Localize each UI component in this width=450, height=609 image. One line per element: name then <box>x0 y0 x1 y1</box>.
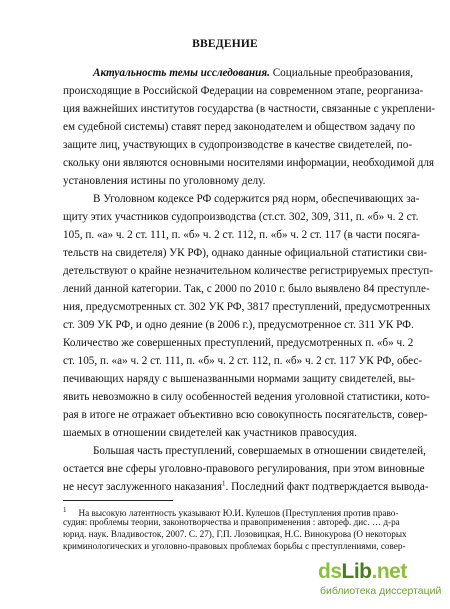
paragraph-line: тельств на свидетеля) УК РФ), однако данные официальной статистики сви- <box>63 247 428 259</box>
dslib-subtitle: библиотека диссертаций <box>320 585 442 597</box>
paragraph-line: детельствуют о крайне незначительном количестве регистрируемых преступ- <box>63 265 433 277</box>
paragraph-line: защите лиц, участвующих в судопроизводстве в качестве свидетелей, по- <box>63 139 413 151</box>
paragraph-line: ния, предусмотренных ст. 302 УК РФ, 3817 преступлений, предусмотренных <box>63 301 431 313</box>
paragraph-line: Большая часть преступлений, совершаемых в отношении свидетелей, <box>93 445 426 457</box>
paragraph-line <box>63 479 429 494</box>
paragraph-line: рая в итоге не отражает объективно всю совокупность посягательств, совер- <box>63 409 428 421</box>
paragraph-line: ция важнейших институтов государства (в частности, связанные с укреплени- <box>63 103 436 115</box>
paragraph-text: . Последний факт подтверждается вывода- <box>225 481 429 493</box>
paragraph-line: печивающих наряду с вышеназванными нормами защиту свидетелей, вы- <box>63 373 415 385</box>
paragraph-line: 105, п. «а» ч. 2 ст. 111, п. «б» ч. 2 ст. 112, п. «б» ч. 2 ст. 117 (в части посяга- <box>63 229 421 241</box>
paragraph-text: не несут заслуженного наказания <box>63 481 222 493</box>
paragraph-line: установления истины по уголовному делу. <box>63 175 266 187</box>
paragraph-line: скольку они являются основными носителями информации, необходимой для <box>63 157 435 169</box>
paragraph-line: ем судебной системы) ставят перед законодателем и обществом задачу по <box>63 121 416 133</box>
dslib-logo: dsLib.net <box>318 560 407 583</box>
footnote-line: судия: проблемы теории, законотворчества и правоприменения : автореф. дис. … д-ра <box>63 517 400 527</box>
paragraph-line: ст. 105, п. «а» ч. 2 ст. 111, п. «б» ч. 2 ст. 112, п. «б» ч. 2 ст. 117 УК РФ, обес- <box>63 355 423 367</box>
footnote-line: криминологических и уголовно-правовых проблемах борьбы с преступлениями, совер- <box>63 541 406 551</box>
paragraph-line: явить невозможно в силу особенностей ведения уголовной статистики, кото- <box>63 391 430 403</box>
paragraph-line: шаемых в отношении свидетелей как участников правосудия. <box>63 427 357 439</box>
paragraph-line: В Уголовном кодексе РФ содержится ряд норм, обеспечивающих за- <box>93 193 420 205</box>
dslib-watermark <box>318 560 446 600</box>
paragraph-text: Социальные преобразования, <box>269 67 414 79</box>
paragraph-line: Количество же совершенных преступлений, предусмотренных п. «б» ч. 2 <box>63 337 414 349</box>
footnote-number: 1 <box>63 506 67 514</box>
paragraph-line: остается вне сферы уголовно-правового регулирования, при этом виновные <box>63 463 425 475</box>
footnote-line: юрид. наук. Владивосток, 2007. С. 27), Г.П. Лозовицкая, Н.С. Винокурова (О некоторых <box>63 529 407 539</box>
paragraph-line: происходящие в Российской Федерации на современном этапе, реорганиза- <box>63 85 424 97</box>
paragraph-line: лений данной категории. Так, с 2000 по 2010 г. было выявлено 84 преступле- <box>63 283 430 295</box>
paragraph-line: ст. 309 УК РФ, и одно деяние (в 2006 г.), предусмотренное ст. 311 УК РФ. <box>63 319 414 331</box>
section-lead: Актуальность темы исследования. <box>93 67 270 79</box>
footnote-line <box>63 505 399 519</box>
paragraph-line <box>93 66 414 80</box>
footnote-divider <box>63 500 173 501</box>
footnote-text: На высокую латентность указывают Ю.И. Кулешов (Преступления против право- <box>78 508 399 519</box>
paragraph-line: щиту этих участников судопроизводства (ст.ст. 302, 309, 311, п. «б» ч. 2 ст. <box>63 211 419 223</box>
page-title: ВВЕДЕНИЕ <box>192 38 258 50</box>
footnote-ref[interactable]: 1 <box>221 479 226 488</box>
